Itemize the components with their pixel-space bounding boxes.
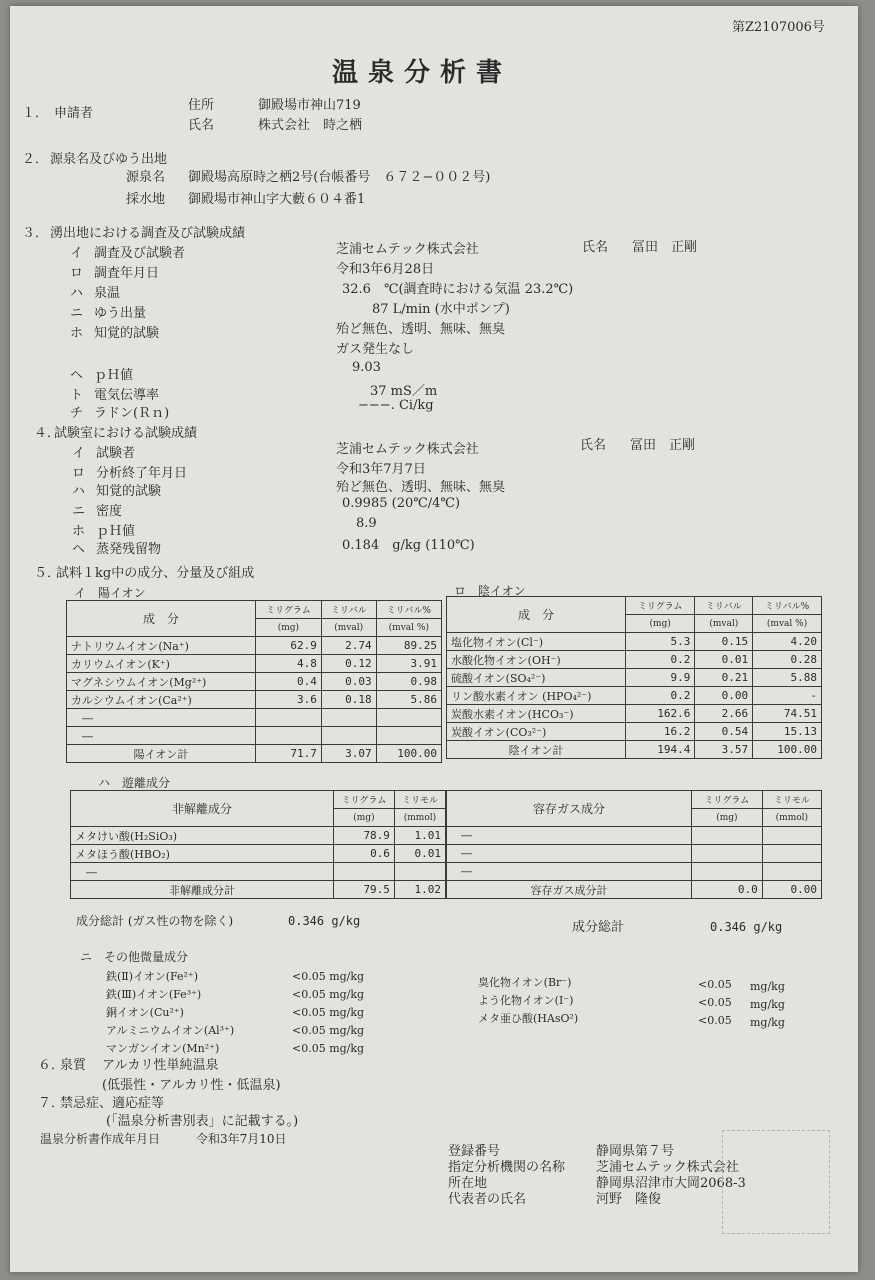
- anion-header-mg: ミリグラム: [626, 597, 695, 615]
- field-value: 32.6 ℃(調査時における気温 23.2℃): [342, 282, 574, 297]
- ion-mval: [321, 727, 376, 745]
- ion-mval: 0.03: [321, 673, 376, 691]
- undiss-header: 非解離成分: [71, 791, 334, 827]
- page-title: 温泉分析書: [332, 58, 513, 88]
- trace-name: アルミニウムイオン(Al³⁺): [106, 1024, 235, 1037]
- ion-mg: [256, 727, 322, 745]
- field-label: 密度: [96, 504, 123, 519]
- field-value: −−−. Ci/kg: [358, 398, 434, 413]
- total-mg: 194.4: [626, 741, 695, 759]
- gas-name: ―: [447, 827, 692, 845]
- gas-mmol: [762, 827, 821, 845]
- undiss-total-name: 非解離成分計: [71, 881, 334, 899]
- trace-name: メタ亜ひ酸(HAsO²): [478, 1012, 579, 1025]
- table-row: [71, 863, 446, 881]
- undiss-unit-mmol: (mmol): [394, 809, 445, 827]
- field-key: ホ: [70, 326, 84, 341]
- undiss-mmol: 0.01: [394, 845, 445, 863]
- section-3-person-label: 氏名: [582, 240, 609, 255]
- total-mval: 3.57: [695, 741, 753, 759]
- total-value: 0.346 g/kg: [710, 920, 783, 934]
- total-label: 成分総計: [572, 920, 625, 935]
- source-name-label: 源泉名: [126, 170, 166, 185]
- field-value: 令和3年6月28日: [336, 262, 435, 277]
- trace-name: よう化物イオン(I⁻): [478, 994, 574, 1007]
- issuer-value: 静岡県沼津市大岡2068-3: [596, 1176, 746, 1191]
- section-4-person-label: 氏名: [580, 438, 607, 453]
- table-row: [67, 727, 442, 745]
- ion-pct: 74.51: [753, 705, 822, 723]
- anion-unit-mval: (mval): [695, 615, 753, 633]
- gas-name: ―: [447, 863, 692, 881]
- anion-unit-pct: (mval %): [753, 615, 822, 633]
- ion-pct: 5.86: [376, 691, 441, 709]
- ion-mval: 0.15: [695, 633, 753, 651]
- trace-name: 銅イオン(Cu²⁺): [106, 1006, 184, 1019]
- undiss-mmol: [394, 863, 445, 881]
- section-7-sub: (「温泉分析書別表」に記載する。): [106, 1114, 299, 1129]
- total-mg: 71.7: [256, 745, 322, 763]
- undiss-name: メタほう酸(HBO₂): [71, 845, 334, 863]
- total-name: 陰イオン計: [447, 741, 626, 759]
- anion-header-component: 成 分: [447, 597, 626, 633]
- ion-name: カリウムイオン(K⁺): [67, 655, 256, 673]
- gas-mg: [692, 827, 763, 845]
- created-date: 令和3年7月10日: [196, 1132, 287, 1146]
- table-row: [447, 687, 822, 705]
- table-row: [447, 651, 822, 669]
- table-row: [67, 655, 442, 673]
- ion-name: 水酸化物イオン(OH⁻): [447, 651, 626, 669]
- spring-quality: アルカリ性単純温泉: [102, 1058, 219, 1073]
- undiss-mg: [334, 863, 395, 881]
- undissociated-table: [70, 790, 446, 899]
- trace-name: 鉄(Ⅱ)イオン(Fe²⁺): [106, 970, 199, 983]
- undiss-mg: 78.9: [334, 827, 395, 845]
- gas-total-name: 容存ガス成分計: [447, 881, 692, 899]
- field-value: 37 mS／m: [370, 384, 438, 399]
- table-row: [71, 827, 446, 845]
- ion-pct: -: [753, 687, 822, 705]
- trace-name: 鉄(Ⅲ)イオン(Fe³⁺): [106, 988, 202, 1001]
- gas-total-mg: 0.0: [692, 881, 763, 899]
- undiss-unit-mg: (mg): [334, 809, 395, 827]
- undiss-total-mmol: 1.02: [394, 881, 445, 899]
- ion-pct: 15.13: [753, 723, 822, 741]
- table-row: [447, 827, 822, 845]
- anion-table: [446, 596, 822, 759]
- table-row: [67, 691, 442, 709]
- trace-value: <0.05 mg/kg: [292, 1024, 365, 1037]
- ion-mval: 0.21: [695, 669, 753, 687]
- field-value: 殆ど無色、透明、無味、無臭: [336, 480, 506, 495]
- field-key: イ: [72, 446, 86, 461]
- applicant-address: 御殿場市神山719: [258, 98, 361, 113]
- field-key: イ: [70, 246, 84, 261]
- total-mval: 3.07: [321, 745, 376, 763]
- ion-name: マグネシウムイオン(Mg²⁺): [67, 673, 256, 691]
- field-key: ロ: [70, 266, 84, 281]
- ion-mg: 162.6: [626, 705, 695, 723]
- ion-name: リン酸水素イオン (HPO₄²⁻): [447, 687, 626, 705]
- section-1-number: １．: [22, 106, 49, 121]
- cation-header-mg: ミリグラム: [256, 601, 322, 619]
- undiss-header-mmol: ミリモル: [394, 791, 445, 809]
- ion-mg: 0.2: [626, 687, 695, 705]
- sampling-site: 御殿場市神山字大藪６０４番1: [188, 192, 366, 207]
- field-value: 殆ど無色、透明、無味、無臭: [336, 322, 506, 337]
- section-6-number: ６．: [38, 1058, 65, 1073]
- ion-mg: 0.4: [256, 673, 322, 691]
- undiss-header-mg: ミリグラム: [334, 791, 395, 809]
- free-components-heading: ハ 遊離成分: [98, 776, 171, 790]
- trace-heading: ニ その他微量成分: [80, 950, 189, 964]
- anion-header-pct: ミリバル%: [753, 597, 822, 615]
- table-row: [447, 723, 822, 741]
- field-value: 0.184 g/kg (110℃): [342, 538, 475, 553]
- undiss-name: メタけい酸(H₂SiO₃): [71, 827, 334, 845]
- field-key: ヘ: [72, 542, 86, 557]
- table-row: [447, 669, 822, 687]
- ion-mval: 2.66: [695, 705, 753, 723]
- ion-pct: [376, 709, 441, 727]
- field-key: ロ: [72, 466, 86, 481]
- document-number: 第Z2107006号: [732, 20, 825, 35]
- gas-mmol: [762, 863, 821, 881]
- field-value: 令和3年7月7日: [336, 462, 426, 477]
- field-value: 9.03: [352, 360, 381, 375]
- ion-pct: 4.20: [753, 633, 822, 651]
- created-date-label: 温泉分析書作成年月日: [40, 1132, 161, 1146]
- field-key: ニ: [70, 306, 84, 321]
- seal-area: [722, 1130, 830, 1234]
- ion-pct: 3.91: [376, 655, 441, 673]
- field-key: ヘ: [70, 368, 84, 383]
- gas-header-mg: ミリグラム: [692, 791, 763, 809]
- ion-name: 炭酸水素イオン(HCO₃⁻): [447, 705, 626, 723]
- dissolved-gas-table: [446, 790, 822, 899]
- field-label: ラドン(Ｒｎ): [94, 406, 170, 421]
- field-label: ｐＨ値: [94, 368, 134, 383]
- ion-name: 硫酸イオン(SO₄²⁻): [447, 669, 626, 687]
- field-label: 試験者: [96, 446, 136, 461]
- field-label: 分析終了年月日: [96, 466, 188, 481]
- table-row: [447, 705, 822, 723]
- ion-mg: 3.6: [256, 691, 322, 709]
- field-value: 87 L/min (水中ポンプ): [372, 302, 510, 317]
- cation-unit-pct: (mval %): [376, 619, 441, 637]
- cation-table: [66, 600, 442, 763]
- table-total-row: [447, 881, 822, 899]
- ion-name: 炭酸イオン(CO₃²⁻): [447, 723, 626, 741]
- document-page: [10, 6, 858, 1272]
- section-4-number: ４．: [34, 426, 61, 441]
- field-label: 調査年月日: [94, 266, 160, 281]
- section-1-label: 申請者: [54, 106, 94, 121]
- field-key: ト: [70, 388, 84, 403]
- table-row: [67, 709, 442, 727]
- table-row: [67, 637, 442, 655]
- field-label: 電気伝導率: [94, 388, 160, 403]
- table-row: [447, 845, 822, 863]
- field-label: 調査及び試験者: [94, 246, 186, 261]
- field-label: ゆう出量: [94, 306, 147, 321]
- ion-mval: 0.18: [321, 691, 376, 709]
- field-label: 泉温: [94, 286, 121, 301]
- trace-unit: mg/kg: [750, 998, 785, 1011]
- section-6-label: 泉質: [60, 1058, 87, 1073]
- ion-mg: 9.9: [626, 669, 695, 687]
- field-key: ホ: [72, 524, 86, 539]
- trace-value: <0.05: [698, 1014, 732, 1027]
- ion-mval: 0.00: [695, 687, 753, 705]
- undiss-mg: 0.6: [334, 845, 395, 863]
- anion-unit-mg: (mg): [626, 615, 695, 633]
- section-4-label: 試験室における試験成績: [54, 426, 198, 441]
- section-5-number: ５．: [34, 566, 61, 581]
- ion-mg: 62.9: [256, 637, 322, 655]
- anion-heading: ロ 陰イオン: [454, 584, 526, 598]
- field-label: 蒸発残留物: [96, 542, 162, 557]
- table-total-row: [67, 745, 442, 763]
- field-key: ハ: [70, 286, 84, 301]
- ion-name: ナトリウムイオン(Na⁺): [67, 637, 256, 655]
- spring-quality-sub: (低張性・アルカリ性・低温泉): [102, 1078, 281, 1093]
- issuer-label: 所在地: [448, 1176, 488, 1191]
- applicant-name: 株式会社 時之栖: [258, 118, 363, 133]
- section-3-person: 冨田 正剛: [632, 240, 698, 255]
- section-5-label: 試料１kg中の成分、分量及び組成: [56, 566, 255, 581]
- ion-mval: 0.54: [695, 723, 753, 741]
- ion-mval: 0.01: [695, 651, 753, 669]
- gas-total-mmol: 0.00: [762, 881, 821, 899]
- total-name: 陽イオン計: [67, 745, 256, 763]
- ion-mg: 0.2: [626, 651, 695, 669]
- field-value: ガス発生なし: [336, 342, 415, 357]
- trace-value: <0.05 mg/kg: [292, 1006, 365, 1019]
- undiss-total-mg: 79.5: [334, 881, 395, 899]
- ion-pct: 5.88: [753, 669, 822, 687]
- ion-mg: 16.2: [626, 723, 695, 741]
- field-label: 知覚的試験: [96, 484, 162, 499]
- section-7-label: 禁忌症、適応症等: [60, 1096, 165, 1111]
- trace-name: 臭化物イオン(Br⁻): [478, 976, 572, 989]
- section-2-label: 源泉名及びゆう出地: [50, 152, 168, 167]
- trace-unit: mg/kg: [750, 1016, 785, 1029]
- ion-pct: [376, 727, 441, 745]
- total-excluding-gas-label: 成分総計 (ガス性の物を除く): [76, 914, 234, 928]
- cation-unit-mval: (mval): [321, 619, 376, 637]
- section-7-number: ７．: [38, 1096, 65, 1111]
- field-key: ハ: [72, 484, 86, 499]
- gas-name: ―: [447, 845, 692, 863]
- table-row: [67, 673, 442, 691]
- undiss-name: ―: [71, 863, 334, 881]
- section-3-number: ３．: [22, 226, 49, 241]
- ion-name: 塩化物イオン(Cl⁻): [447, 633, 626, 651]
- table-row: [71, 845, 446, 863]
- issuer-value: 河野 隆俊: [596, 1192, 662, 1207]
- table-total-row: [71, 881, 446, 899]
- anion-header-mval: ミリバル: [695, 597, 753, 615]
- trace-value: <0.05 mg/kg: [292, 1042, 365, 1055]
- gas-mg: [692, 863, 763, 881]
- total-pct: 100.00: [753, 741, 822, 759]
- applicant-address-label: 住所: [188, 98, 215, 113]
- issuer-label: 代表者の氏名: [448, 1192, 527, 1207]
- table-row: [447, 633, 822, 651]
- cation-header-pct: ミリバル%: [376, 601, 441, 619]
- gas-header: 容存ガス成分: [447, 791, 692, 827]
- field-key: チ: [70, 406, 84, 421]
- total-excluding-gas-value: 0.346 g/kg: [288, 914, 361, 928]
- section-3-label: 湧出地における調査及び試験成績: [50, 226, 246, 241]
- trace-unit: mg/kg: [750, 980, 785, 993]
- field-key: ニ: [72, 504, 86, 519]
- section-4-person: 冨田 正剛: [630, 438, 696, 453]
- trace-value: <0.05 mg/kg: [292, 988, 365, 1001]
- trace-value: <0.05: [698, 996, 732, 1009]
- cation-unit-mg: (mg): [256, 619, 322, 637]
- section-2-number: ２．: [22, 152, 49, 167]
- ion-name: ―: [67, 709, 256, 727]
- issuer-label: 指定分析機関の名称: [448, 1160, 566, 1175]
- ion-pct: 0.98: [376, 673, 441, 691]
- ion-pct: 0.28: [753, 651, 822, 669]
- field-label: ｐＨ値: [96, 524, 136, 539]
- undiss-mmol: 1.01: [394, 827, 445, 845]
- trace-value: <0.05 mg/kg: [292, 970, 365, 983]
- table-row: [447, 863, 822, 881]
- issuer-value: 芝浦セムテック株式会社: [596, 1160, 739, 1175]
- sampling-site-label: 採水地: [126, 192, 166, 207]
- field-label: 知覚的試験: [94, 326, 160, 341]
- ion-name: ―: [67, 727, 256, 745]
- source-name: 御殿場高原時之栖2号(台帳番号 ６７２−００２号): [188, 170, 491, 185]
- ion-mval: [321, 709, 376, 727]
- cation-header-mval: ミリバル: [321, 601, 376, 619]
- ion-mg: 5.3: [626, 633, 695, 651]
- ion-mg: [256, 709, 322, 727]
- cation-header-component: 成 分: [67, 601, 256, 637]
- gas-header-mmol: ミリモル: [762, 791, 821, 809]
- cation-heading: イ 陽イオン: [74, 586, 146, 600]
- field-value: 芝浦セムテック株式会社: [336, 242, 479, 257]
- gas-mg: [692, 845, 763, 863]
- field-value: 芝浦セムテック株式会社: [336, 442, 479, 457]
- ion-name: カルシウムイオン(Ca²⁺): [67, 691, 256, 709]
- issuer-value: 静岡県第７号: [596, 1144, 675, 1159]
- gas-mmol: [762, 845, 821, 863]
- ion-mval: 0.12: [321, 655, 376, 673]
- total-pct: 100.00: [376, 745, 441, 763]
- trace-name: マンガンイオン(Mn²⁺): [106, 1042, 220, 1055]
- issuer-label: 登録番号: [448, 1144, 501, 1159]
- ion-mg: 4.8: [256, 655, 322, 673]
- field-value: 0.9985 (20℃/4℃): [342, 496, 461, 511]
- field-value: 8.9: [356, 516, 377, 531]
- ion-mval: 2.74: [321, 637, 376, 655]
- trace-value: <0.05: [698, 978, 732, 991]
- ion-pct: 89.25: [376, 637, 441, 655]
- table-total-row: [447, 741, 822, 759]
- gas-unit-mmol: (mmol): [762, 809, 821, 827]
- applicant-name-label: 氏名: [188, 118, 215, 133]
- gas-unit-mg: (mg): [692, 809, 763, 827]
